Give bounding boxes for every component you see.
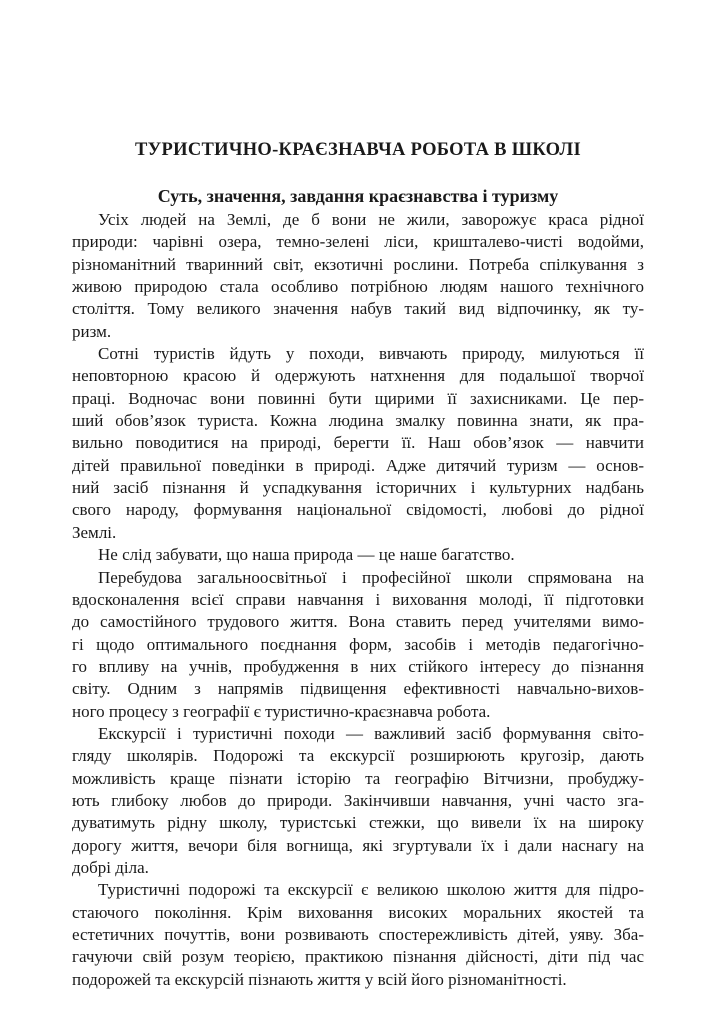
chapter-title: ТУРИСТИЧНО-КРАЄЗНАВЧА РОБОТА В ШКОЛІ: [135, 140, 581, 160]
text-line: Екскурсії і туристичні походи — важливий засіб формування світо-: [98, 723, 644, 743]
text-line: стаючого покоління. Крім виховання високих моральних якостей та: [72, 902, 644, 922]
text-line: подорожей та екскурсій пізнають життя у всій його різноманітності.: [72, 969, 567, 989]
text-line: дорогу життя, вечори біля вогнища, які згуртували їх і дали наснагу на: [72, 835, 644, 855]
text-line: вдосконалення всієї справи навчання і виховання молоді, її підготовки: [72, 589, 644, 609]
text-line: можливість краще пізнати історію та географію Вітчизни, пробуджу-: [72, 768, 644, 788]
page: [72, 136, 644, 991]
body-text: [72, 209, 644, 991]
paragraph: [72, 544, 644, 566]
text-line: ють глибоку любов до природи. Закінчивши навчання, учні часто зга-: [72, 790, 644, 810]
text-line: го впливу на учнів, пробудження в них стійкого інтересу до пізнання: [72, 656, 644, 676]
text-line: естетичних почуттів, вони розвивають спостережливість дітей, уяву. Зба-: [72, 925, 644, 944]
text-line: живою природою стала особливо потрібною людям нашого технічного: [72, 277, 644, 297]
text-line: дуватимуть рідну школу, туристські стежки, що вивели їх на широку: [72, 813, 644, 833]
paragraph: [72, 343, 644, 544]
text-line: вильно поводитися на природі, берегти її. Наш обов’язок — навчити: [72, 433, 644, 453]
text-line: Не слід забувати, що наша природа — це наше багатство.: [98, 545, 515, 565]
text-line: дітей правильної поведінки в природі. Адже дитячий туризм — основ-: [72, 455, 644, 475]
text-line: ризм.: [72, 321, 112, 341]
section-title: Суть, значення, завдання краєзнавства і туризму: [157, 186, 559, 206]
paragraph: [72, 209, 644, 343]
text-line: гачуючи свій розум теорією, практикою пізнання дійсності, діти під час: [72, 947, 644, 967]
text-line: Туристичні подорожі та екскурсії є великою школою життя для підро-: [98, 880, 644, 900]
text-line: добрі діла.: [72, 857, 149, 877]
text-line: гі щодо оптимального поєднання форм, засобів і методів педагогічно-: [72, 634, 644, 654]
text-line: світу. Одним з напрямів підвищення ефективності навчально-вихов-: [72, 679, 644, 699]
text-line: ший обов’язок туриста. Кожна людина змалку повинна знати, як пра-: [72, 411, 644, 431]
text-line: Усіх людей на Землі, де б вони не жили, заворожує краса рідної: [98, 210, 644, 229]
text-line: неповторною красою й одержують натхнення для подальшої творчої: [72, 366, 644, 386]
text-line: праці. Водночас вони повинні бути щирими її захисниками. Це пер-: [72, 388, 644, 408]
text-line: різноманітний тваринний світ, екзотичні рослини. Потреба спілкування з: [72, 254, 644, 274]
text-line: до самостійного трудового життя. Вона ставить перед учителями вимо-: [72, 612, 644, 632]
text-line: свого народу, формування національної свідомості, любові до рідної: [72, 500, 644, 520]
text-line: Перебудова загальноосвітньої і професійної школи спрямована на: [98, 567, 644, 587]
paragraph: [72, 723, 644, 879]
text-line: гляду школярів. Подорожі та екскурсії розширюють кругозір, дають: [72, 746, 644, 766]
text-line: Землі.: [72, 522, 117, 542]
text-line: століття. Тому великого значення набув такий вид відпочинку, як ту-: [72, 299, 644, 319]
text-line: ний засіб пізнання й успадкування історичних і культурних надбань: [72, 478, 644, 498]
paragraph: [72, 879, 644, 991]
text-line: Сотні туристів йдуть у походи, вивчають природу, милуються її: [98, 344, 644, 364]
text-line: ного процесу з географії є туристично-краєзнавча робота.: [72, 701, 491, 721]
text-line: природи: чарівні озера, темно-зелені ліси, кришталево-чисті водойми,: [72, 232, 644, 252]
paragraph: [72, 567, 644, 723]
